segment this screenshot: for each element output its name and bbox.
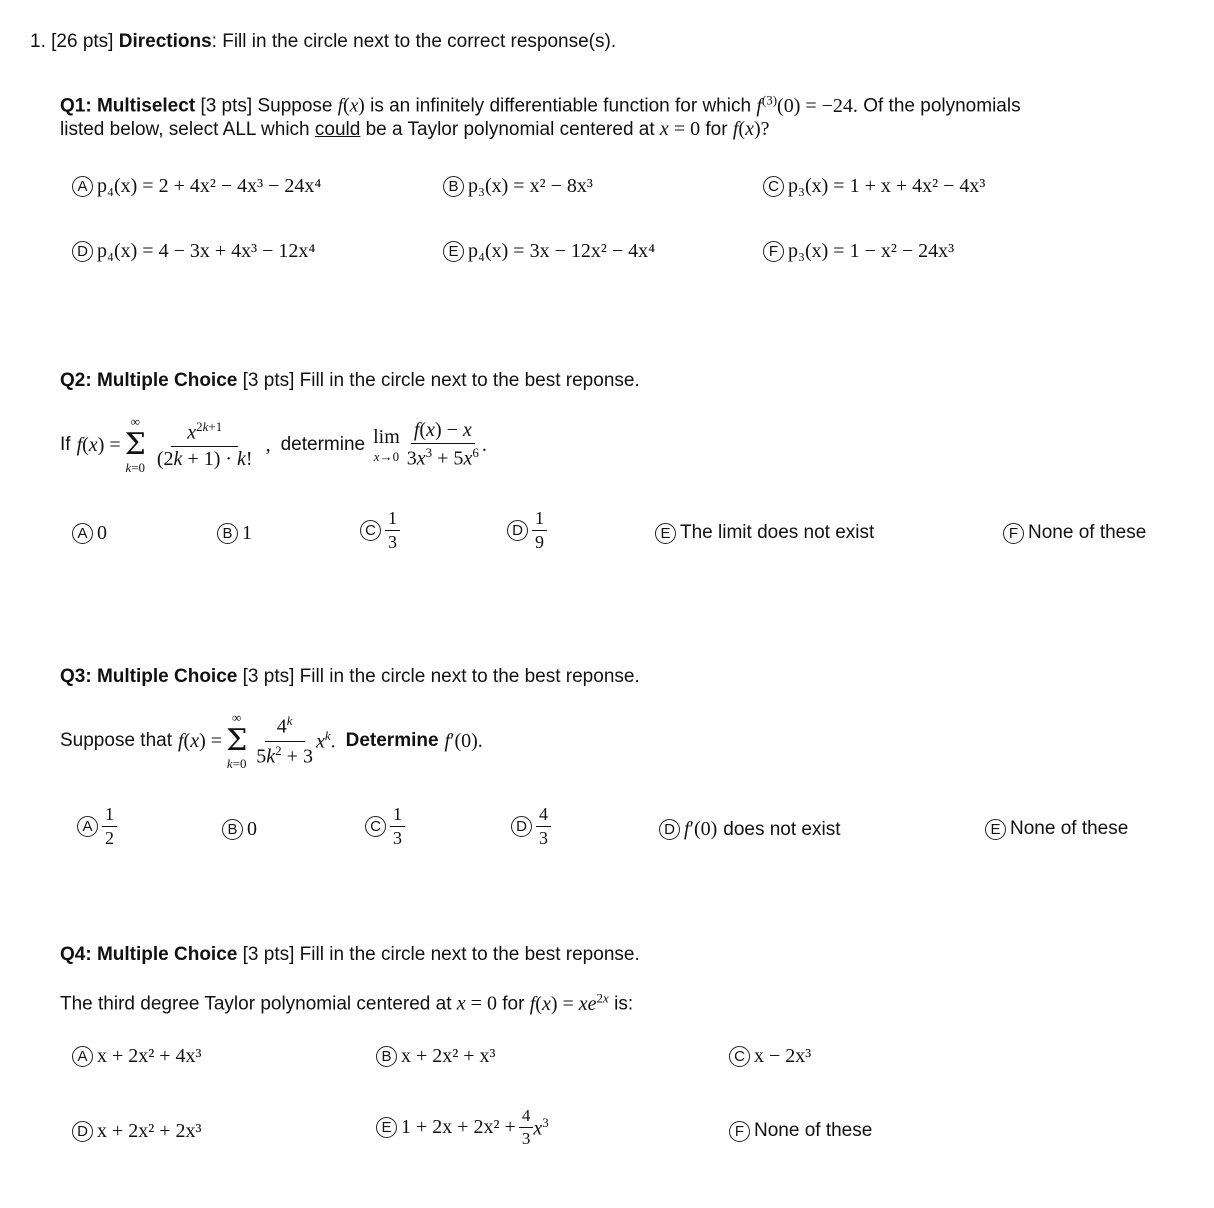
q1-prompt-line2: listed below, select ALL which could be a Taylor polynomial centered at x = 0 for f(x)? [60,118,770,140]
q2-option-f-text: None of these [1028,522,1147,543]
bubble-d[interactable]: D [72,241,93,262]
q3-option-a-den: 2 [105,828,114,848]
q4-option-a[interactable] [72,1045,202,1068]
q3-option-d2-text: does not exist [723,818,841,840]
bubble-a[interactable]: A [72,1046,93,1067]
q3-option-a-num: 1 [102,804,117,827]
q2-option-a-text: 0 [97,522,107,544]
bubble-c[interactable]: C [365,816,386,837]
problem-number: 1. [30,31,46,52]
q4-label: Q4: Multiple Choice [60,944,238,965]
bubble-b[interactable]: B [376,1046,397,1067]
q1-option-e[interactable] [443,240,655,263]
q3-option-e-text: None of these [1010,818,1129,839]
q2-option-d[interactable] [507,508,547,553]
q3-option-d-num: 4 [536,804,551,827]
q3-formula: Suppose that f(x) = ∞ Σ k=0 $\frac{4^k}{5k^2 + 3}$ $x^k$. Determine f′(0). [60,710,483,771]
bubble-b[interactable]: B [217,523,238,544]
q1-option-c-text: p₃(x) = 1 + x + 4x² − 4x³ [788,175,986,197]
summation-icon: ∞ Σ k=0 [226,710,248,771]
q2-option-b[interactable] [217,522,252,545]
q2-label: Q2: Multiple Choice [60,370,238,391]
q2-option-e-text: The limit does not exist [680,522,875,543]
problem-points: [26 pts] [51,31,114,52]
q4-option-c-text: x − 2x³ [754,1045,812,1067]
q2-formula: If f(x) = ∞ Σ k=0 $\frac{x^{2k+1}}{(2k + 1) \cdot k!}$ , determine lim x→0 $\frac{f(x) - x}{3x^3 + 5x^6}$ . [60,414,487,475]
q3-option-b[interactable] [222,818,257,841]
q4-option-b[interactable] [376,1045,496,1068]
q4-instruction: Fill in the circle next to the best reponse. [299,944,640,965]
bubble-c[interactable]: C [360,520,381,541]
q3-option-b-text: 0 [247,818,257,840]
q2-if: If [60,434,71,455]
q4-prompt-a: The third degree Taylor polynomial centered at [60,993,452,1015]
q1-prompt-a: Suppose [257,95,333,117]
directions-label: Directions [118,31,212,52]
bubble-a[interactable]: A [72,523,93,544]
q1-pts: [3 pts] [200,95,253,117]
q1-prompt-could: could [314,119,361,140]
q4-option-b-text: x + 2x² + x³ [401,1045,496,1067]
q1-option-b[interactable] [443,175,593,198]
q1-option-b-text: p₃(x) = x² − 8x³ [468,175,593,197]
q3-option-d2[interactable]: D f′(0) does not exist [659,818,841,841]
bubble-c[interactable]: C [729,1046,750,1067]
q1-prompt-line2a: listed below, select ALL which [60,119,310,140]
bubble-e[interactable]: E [985,819,1006,840]
q3-instruction: Fill in the circle next to the best reponse. [299,666,640,687]
q3-option-c-den: 3 [393,828,402,848]
q2-pts: [3 pts] [242,370,295,391]
q3-header [60,666,640,688]
q1-option-e-text: p₄(x) = 3x − 12x² − 4x⁴ [468,240,656,262]
q4-option-d-text: x + 2x² + 2x³ [97,1120,202,1142]
q4-pts: [3 pts] [242,944,295,965]
q4-option-a-text: x + 2x² + 4x³ [97,1045,202,1067]
q2-option-c-den: 3 [388,532,397,552]
q2-option-e[interactable] [655,522,874,544]
summation-icon: ∞ Σ k=0 [124,414,146,475]
bubble-d[interactable]: D [511,816,532,837]
problem-header [30,31,616,53]
q4-option-f-text: None of these [754,1120,873,1141]
q1-prompt-line2b: be a Taylor polynomial centered at [365,119,655,140]
q1-prompt-b: is an infinitely differentiable function for which [370,95,752,117]
q3-option-c[interactable] [365,804,405,849]
q1-prompt-line2c: for [705,119,728,140]
bubble-a[interactable]: A [72,176,93,197]
q4-prompt-b: for [502,993,525,1015]
bubble-e[interactable]: E [443,241,464,262]
bubble-b[interactable]: B [443,176,464,197]
q1-prompt-line1: Q1: Multiselect [3 pts] Suppose f(x) is an infinitely differentiable function for which $f^{(3)}(0) = -24$. Of the polynomials [60,92,1021,117]
q2-instruction: Fill in the circle next to the best reponse. [299,370,640,391]
bubble-f[interactable]: F [763,241,784,262]
q2-option-c-num: 1 [385,508,400,531]
bubble-e[interactable]: E [655,523,676,544]
q4-option-f[interactable] [729,1120,872,1142]
q4-option-c[interactable] [729,1045,811,1068]
bubble-f[interactable]: F [1003,523,1024,544]
bubble-e[interactable]: E [376,1117,397,1138]
bubble-f[interactable]: F [729,1121,750,1142]
q3-option-e[interactable] [985,818,1128,840]
q2-header [60,370,640,392]
bubble-a[interactable]: A [77,816,98,837]
bubble-d[interactable]: D [72,1121,93,1142]
q1-prompt-c: Of the polynomials [863,95,1021,117]
q2-option-d-num: 1 [532,508,547,531]
q2-determine: determine [280,434,366,455]
q1-label: Q1: Multiselect [60,95,196,117]
q1-option-c[interactable] [763,175,985,198]
bubble-d[interactable]: D [507,520,528,541]
directions-text: : Fill in the circle next to the correct response(s). [211,31,617,52]
q1-option-d[interactable] [72,240,315,263]
bubble-c[interactable]: C [763,176,784,197]
q1-option-d-text: p₄(x) = 4 − 3x + 4x³ − 12x⁴ [97,240,316,262]
q1-option-f[interactable] [763,240,954,263]
q2-option-b-text: 1 [242,522,252,544]
q3-suppose: Suppose that [60,730,172,751]
bubble-d[interactable]: D [659,819,680,840]
q2-option-d-den: 9 [535,532,544,552]
q3-option-d-den: 3 [539,828,548,848]
q3-label: Q3: Multiple Choice [60,666,238,687]
q3-pts: [3 pts] [242,666,295,687]
q3-option-c-num: 1 [390,804,405,827]
q4-prompt-c: is: [614,993,634,1015]
q3-option-d[interactable] [511,804,551,849]
q4-header [60,944,640,966]
q1-option-f-text: p₃(x) = 1 − x² − 24x³ [788,240,955,262]
q2-option-c[interactable] [360,508,400,553]
q3-option-a[interactable] [77,804,117,849]
q1-option-a[interactable] [72,175,321,198]
q4-option-e-text: 1 + 2x + 2x² + [401,1116,516,1138]
q4-option-e[interactable]: E 1 + 2x + 2x² + $\frac{4}{3}$ $x^3$ [376,1106,549,1149]
q2-option-a[interactable] [72,522,107,545]
q2-option-f[interactable] [1003,522,1146,544]
q3-determine: Determine [345,730,439,751]
q4-option-d[interactable] [72,1120,202,1143]
q4-prompt: The third degree Taylor polynomial centered at x = 0 for $f(x) = xe^{2x}$ is: [60,990,634,1015]
q1-option-a-text: p₄(x) = 2 + 4x² − 4x³ − 24x⁴ [97,175,322,197]
bubble-b[interactable]: B [222,819,243,840]
